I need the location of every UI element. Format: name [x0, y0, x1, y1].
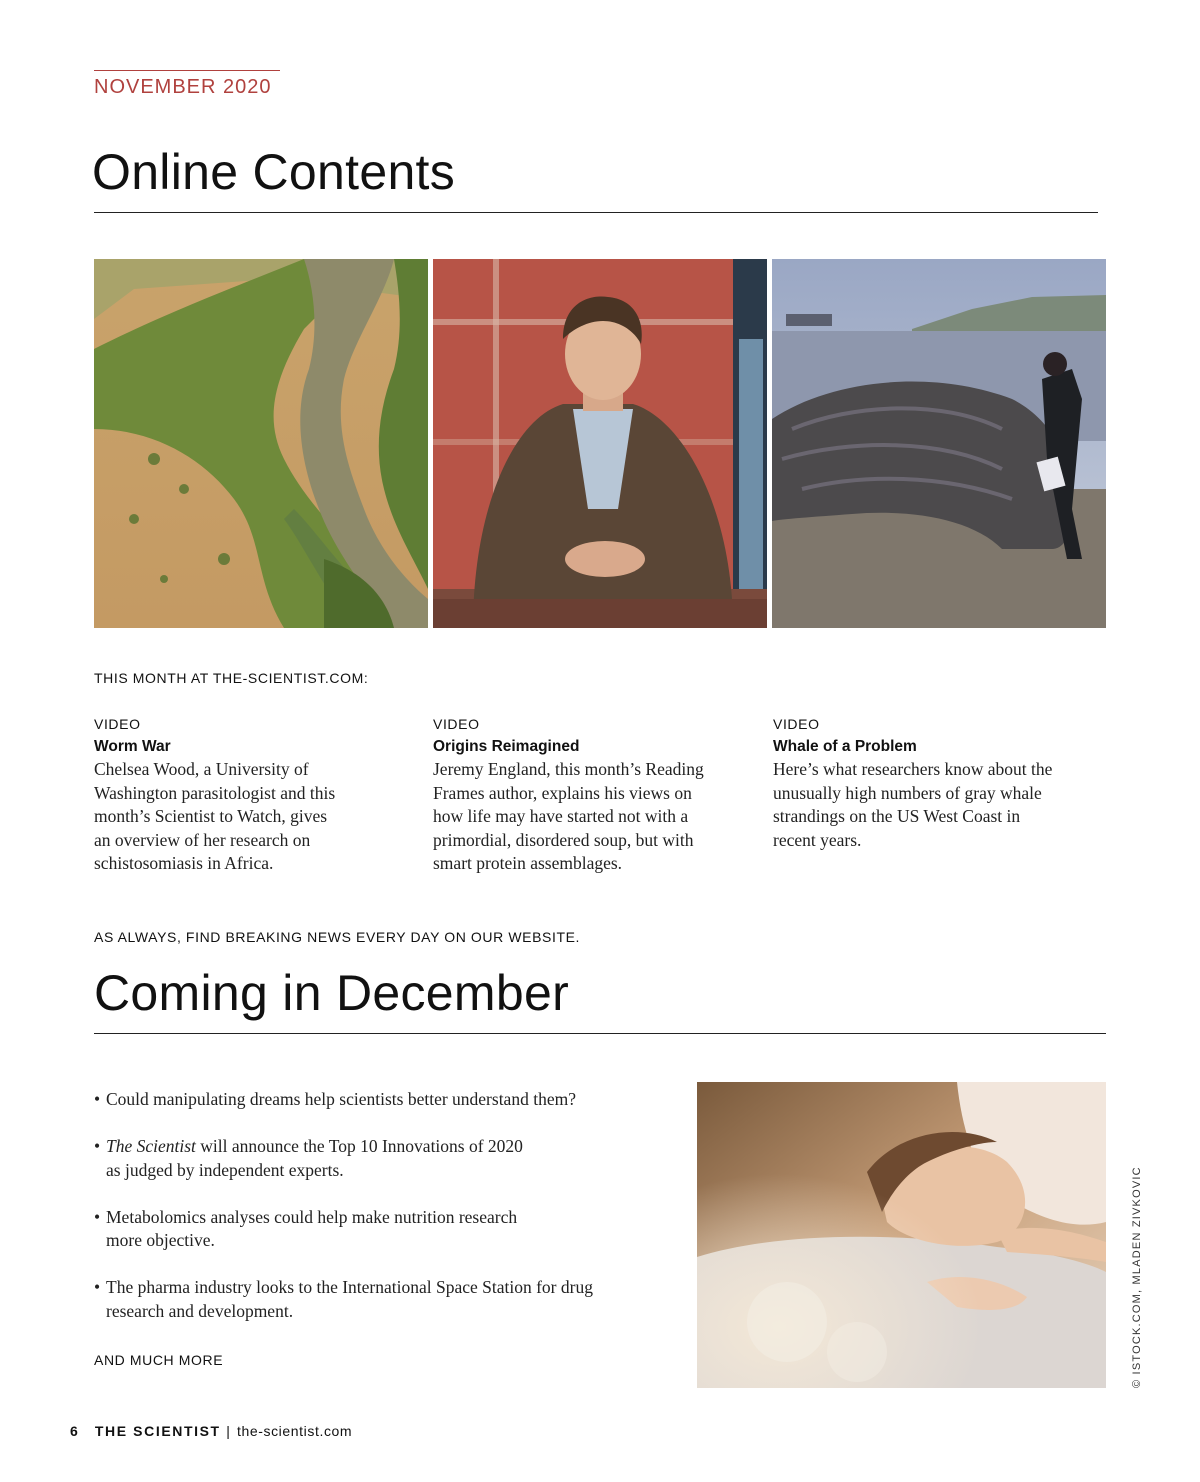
- photo-credit: © ISTOCK.COM, MLADEN ZIVKOVIC: [1131, 1166, 1143, 1388]
- list-item: • The pharma industry looks to the International Space Station for drug research and development.: [94, 1277, 593, 1321]
- photo-beached-whale[interactable]: [772, 259, 1106, 628]
- video-item-origins-reimagined[interactable]: [433, 716, 763, 876]
- magazine-name-italic: The Scientist: [106, 1136, 196, 1156]
- item-kind-label: VIDEO: [773, 716, 820, 732]
- website-link[interactable]: the-scientist.com: [236, 1423, 353, 1439]
- breaking-news-note: AS ALWAYS, FIND BREAKING NEWS EVERY DAY ON OUR WEBSITE.: [94, 929, 581, 945]
- item-description: Jeremy England, this month’s Reading Frames author, explains his views on how life may have started not with a primordial, disordered soup, but with smart protein assemblages.: [433, 759, 704, 873]
- december-bullet-list: [94, 1088, 674, 1347]
- item-title[interactable]: Origins Reimagined: [433, 738, 580, 755]
- magazine-name: THE SCIENTIST: [94, 1423, 221, 1439]
- page-number: 6: [70, 1423, 80, 1439]
- video-item-worm-war[interactable]: [94, 716, 424, 876]
- and-much-more: AND MUCH MORE: [94, 1352, 224, 1368]
- issue-date: NOVEMBER 2020: [94, 76, 272, 98]
- section-intro: THIS MONTH AT THE-SCIENTIST.COM:: [94, 670, 369, 686]
- section-title-coming-in-december: Coming in December: [94, 965, 570, 1021]
- video-item-whale-of-a-problem[interactable]: [773, 716, 1103, 852]
- item-title[interactable]: Worm War: [94, 738, 171, 755]
- photo-river-aerial[interactable]: [94, 259, 428, 628]
- item-kind-label: VIDEO: [94, 716, 141, 732]
- bullet-icon: •: [94, 1136, 101, 1156]
- section-divider: [94, 1033, 1106, 1034]
- issue-date-rule: [94, 70, 280, 71]
- item-description: Chelsea Wood, a University of Washington parasitologist and this month’s Scientist to Watch, gives an overview of her research on schistosomiasis in Africa.: [94, 759, 336, 873]
- bullet-icon: •: [94, 1089, 101, 1109]
- bullet-icon: •: [94, 1206, 101, 1227]
- item-description: Here’s what researchers know about the unusually high numbers of gray whale strandings on the US West Coast in recent years.: [773, 759, 1053, 850]
- list-item: • Metabolomics analyses could help make nutrition research more objective.: [94, 1206, 518, 1250]
- item-title[interactable]: Whale of a Problem: [773, 738, 917, 755]
- page-footer: [70, 1423, 352, 1439]
- list-item: • Could manipulating dreams help scientists better understand them?: [94, 1088, 674, 1112]
- list-item: • The Scientist will announce the Top 10 Innovations of 2020 as judged by independent experts.: [94, 1136, 523, 1180]
- bullet-icon: •: [94, 1277, 101, 1297]
- item-kind-label: VIDEO: [433, 716, 480, 732]
- photo-sleeping-woman: [697, 1082, 1106, 1388]
- footer-separator: |: [226, 1423, 232, 1439]
- page-title-online-contents: Online Contents: [92, 144, 456, 200]
- photo-jeremy-england[interactable]: [433, 259, 767, 628]
- title-divider: [94, 212, 1098, 213]
